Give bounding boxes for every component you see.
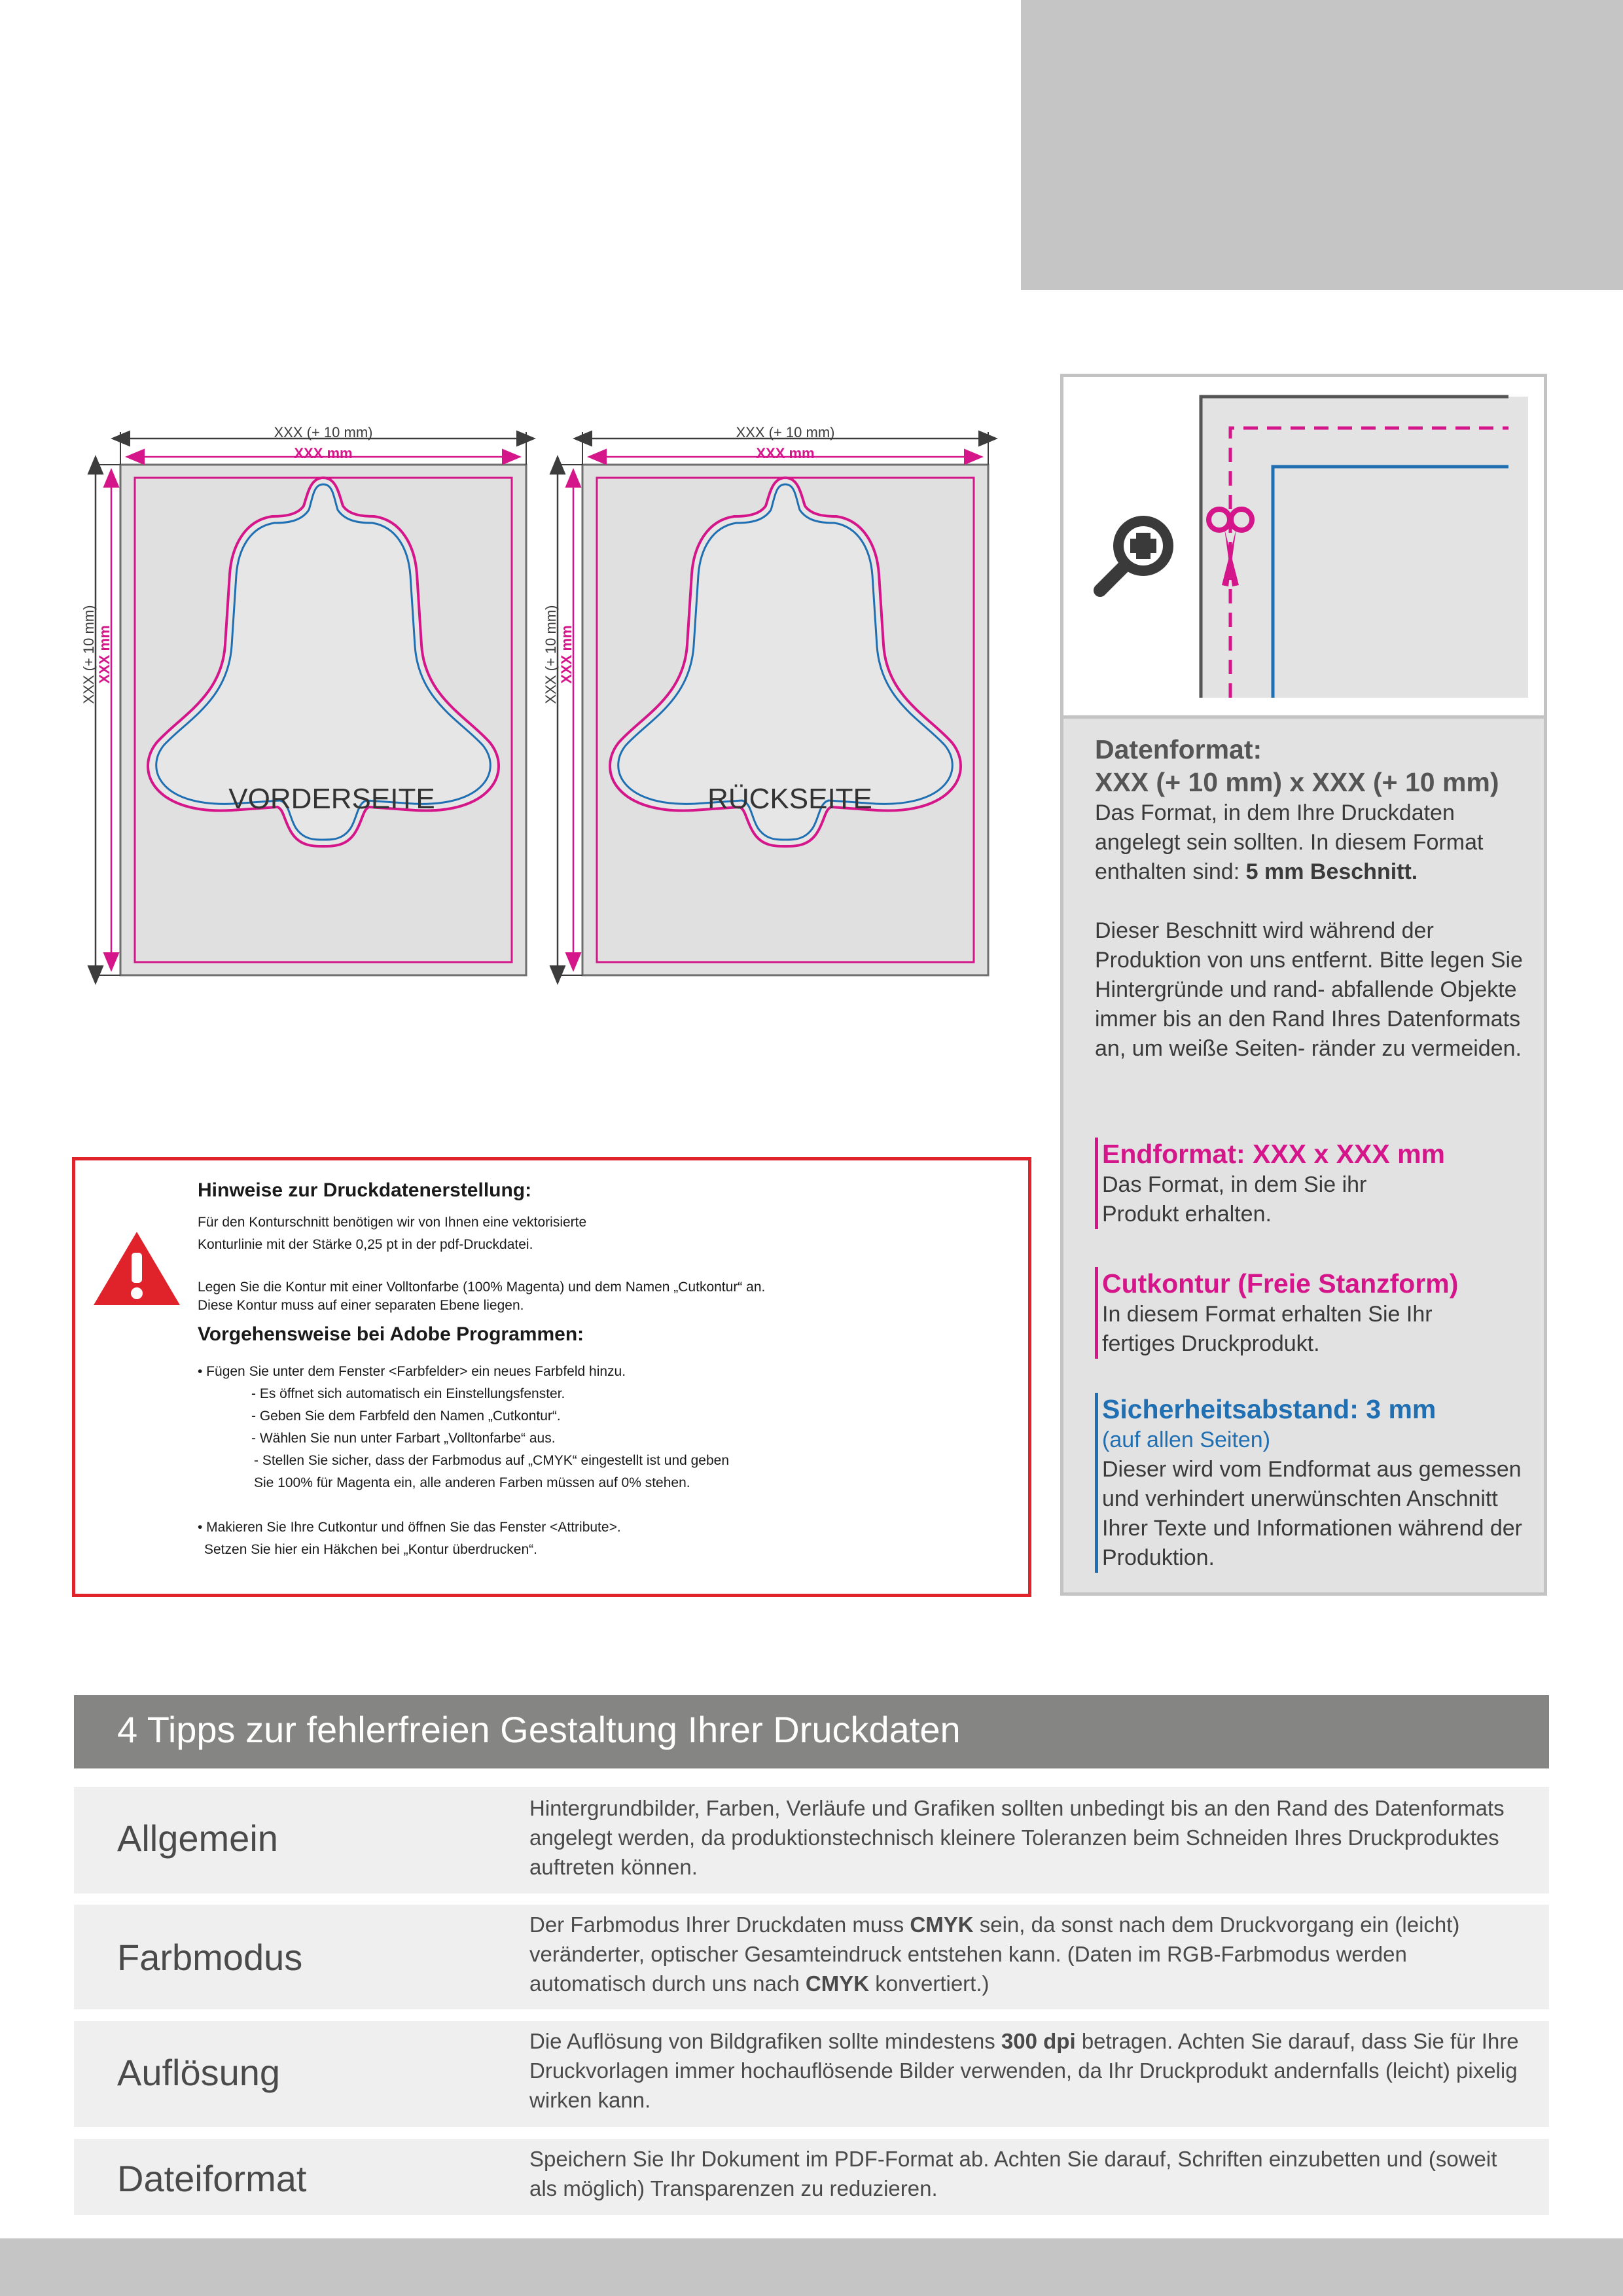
footer-band (0, 2238, 1623, 2296)
tip-text-part: Die Auflösung von Bildgrafiken sollte mindestens (529, 2029, 995, 2053)
front-width-outer: XXX (+ 10 mm) (274, 424, 373, 440)
tip-text-part: betragen. Achten Sie darauf, dass Sie für Ihre Druckvorlagen immer hochauflösende Bilder verwenden, da Ihr Druckprodukt andernfalls (leicht) pixelig wirken kann. (529, 2029, 1519, 2112)
endformat-title: Endformat: XXX x XXX mm (1102, 1139, 1446, 1169)
tips-heading-bar (74, 1695, 1549, 1768)
front-width-inner: XXX mm (294, 445, 353, 461)
tip-allgemein (74, 1787, 1549, 1893)
tip-farbmodus (74, 1905, 1549, 2009)
endformat-text: Das Format, in dem Sie ihr Produkt erhalten. (1102, 1172, 1367, 1227)
sicherheit-block (1095, 1393, 1547, 1573)
datenformat-bold: 5 mm Beschnitt. (1245, 859, 1418, 884)
beschnitt-text: Dieser Beschnitt wird während der Produktion von uns entfernt. Bitte legen Sie Hintergründe und rand- abfallende Objekte immer bis an den Rand Ihres Datenformats an, um weiße Seiten- ränder zu vermeiden. (1095, 918, 1523, 1061)
tip-text-bold: CMYK (805, 1971, 870, 1996)
datenformat-text: Das Format, in dem Ihre Druckdaten angelegt sein sollten. In diesem Format enthalten sind: (1095, 800, 1484, 884)
hint-p1-line1: Für den Konturschnitt benötigen wir von Ihnen eine vektorisierte (198, 1215, 587, 1230)
magnifier-plus-icon (1100, 516, 1173, 590)
datenformat-title: Datenformat: (1095, 734, 1262, 764)
cutkontur-title: Cutkontur (Freie Stanzform) (1102, 1268, 1459, 1299)
tip-text (529, 2026, 1524, 2115)
back-height-inner: XXX mm (558, 625, 575, 684)
step-5: - Stellen Sie sicher, dass der Farbmodus auf „CMYK“ eingestellt ist und geben (254, 1453, 730, 1468)
tips-heading: 4 Tipps zur fehlerfreien Gestaltung Ihrer Druckdaten (117, 1709, 961, 1750)
tip-label: Dateiformat (117, 2158, 307, 2199)
back-panel-shapes (554, 432, 988, 975)
datenformat-block (1095, 733, 1540, 1064)
front-height-outer: XXX (+ 10 mm) (80, 605, 97, 704)
info-panel (1060, 719, 1547, 1596)
datenformat-size: XXX (+ 10 mm) x XXX (+ 10 mm) (1095, 767, 1499, 797)
back-height-outer: XXX (+ 10 mm) (543, 605, 559, 704)
tip-text (529, 1910, 1524, 1998)
step-1: • Fügen Sie unter dem Fenster <Farbfelder> ein neues Farbfeld hinzu. (198, 1364, 626, 1379)
step-8: Setzen Sie hier ein Häkchen bei „Kontur überdrucken“. (204, 1542, 537, 1557)
tip-text: Hintergrundbilder, Farben, Verläufe und Grafiken sollten unbedingt bis an den Rand des Datenformats angelegt werden, da produktionstechnisch kleinere Toleranzen beim Schneiden Ihres Druckproduktes auftreten können. (529, 1796, 1505, 1879)
cutkontur-text: In diesem Format erhalten Sie Ihr fertiges Druckprodukt. (1102, 1302, 1433, 1356)
step-6: Sie 100% für Magenta ein, alle anderen Farben müssen auf 0% stehen. (254, 1475, 690, 1490)
tip-label: Auflösung (117, 2052, 281, 2093)
tip-label: Allgemein (117, 1818, 278, 1859)
diagram-canvas (0, 0, 1021, 1008)
back-width-inner: XXX mm (756, 445, 815, 461)
step-4: - Wählen Sie nun unter Farbart „Volltonfarbe“ aus. (251, 1431, 556, 1446)
cutkontur-block (1095, 1267, 1547, 1359)
step-2: - Es öffnet sich automatisch ein Einstellungsfenster. (251, 1386, 565, 1401)
back-width-outer: XXX (+ 10 mm) (736, 424, 835, 440)
tip-text-part: Der Farbmodus Ihrer Druckdaten muss (529, 1912, 904, 1937)
hint-p1-line2: Konturlinie mit der Stärke 0,25 pt in der pdf-Druckdatei. (198, 1237, 533, 1252)
adobe-title: Vorgehensweise bei Adobe Programmen: (198, 1323, 584, 1345)
sicherheit-text: Dieser wird vom Endformat aus gemessen und verhindert unerwünschten Anschnitt Ihrer Texte und Informationen während der Produktion. (1102, 1457, 1522, 1570)
front-height-inner: XXX mm (96, 625, 113, 684)
step-7: • Makieren Sie Ihre Cutkontur und öffnen Sie das Fenster <Attribute>. (198, 1520, 621, 1535)
tip-text-bold: CMYK (910, 1912, 974, 1937)
zoom-detail (1060, 374, 1547, 719)
tip-text-bold: 300 dpi (1001, 2029, 1076, 2053)
hint-box (72, 1157, 1031, 1597)
endformat-block (1095, 1138, 1547, 1229)
sicherheit-sub: (auf allen Seiten) (1102, 1427, 1271, 1452)
front-label: VORDERSEITE (228, 783, 435, 815)
tip-text: Speichern Sie Ihr Dokument im PDF-Format ab. Achten Sie darauf, Schriften einzubetten und (soweit als möglich) Transparenzen zu reduzieren. (529, 2147, 1497, 2200)
back-label: RÜCKSEITE (707, 783, 872, 815)
tip-text-part: sein, da sonst nach dem Druckvorgang ein (leicht) veränderter, optischer Gesamteindruck entstehen kann. (Daten im RGB-Farbmodus werden automatisch durch uns nach (529, 1912, 1460, 1996)
sicherheit-title: Sicherheitsabstand: 3 mm (1102, 1394, 1436, 1424)
tip-dateiformat (74, 2139, 1549, 2215)
tip-aufloesung (74, 2021, 1549, 2127)
tip-text-part: konvertiert.) (875, 1971, 990, 1996)
hint-title: Hinweise zur Druckdatenerstellung: (198, 1179, 532, 1201)
hint-p2-line2: Diese Kontur muss auf einer separaten Ebene liegen. (198, 1298, 524, 1313)
front-panel-shapes (92, 432, 526, 975)
hint-p2-line1: Legen Sie die Kontur mit einer Volltonfarbe (100% Magenta) und dem Namen „Cutkontur“ an. (198, 1280, 766, 1295)
tip-label: Farbmodus (117, 1937, 303, 1978)
step-3: - Geben Sie dem Farbfeld den Namen „Cutkontur“. (251, 1408, 561, 1424)
warning-icon (91, 1229, 183, 1308)
